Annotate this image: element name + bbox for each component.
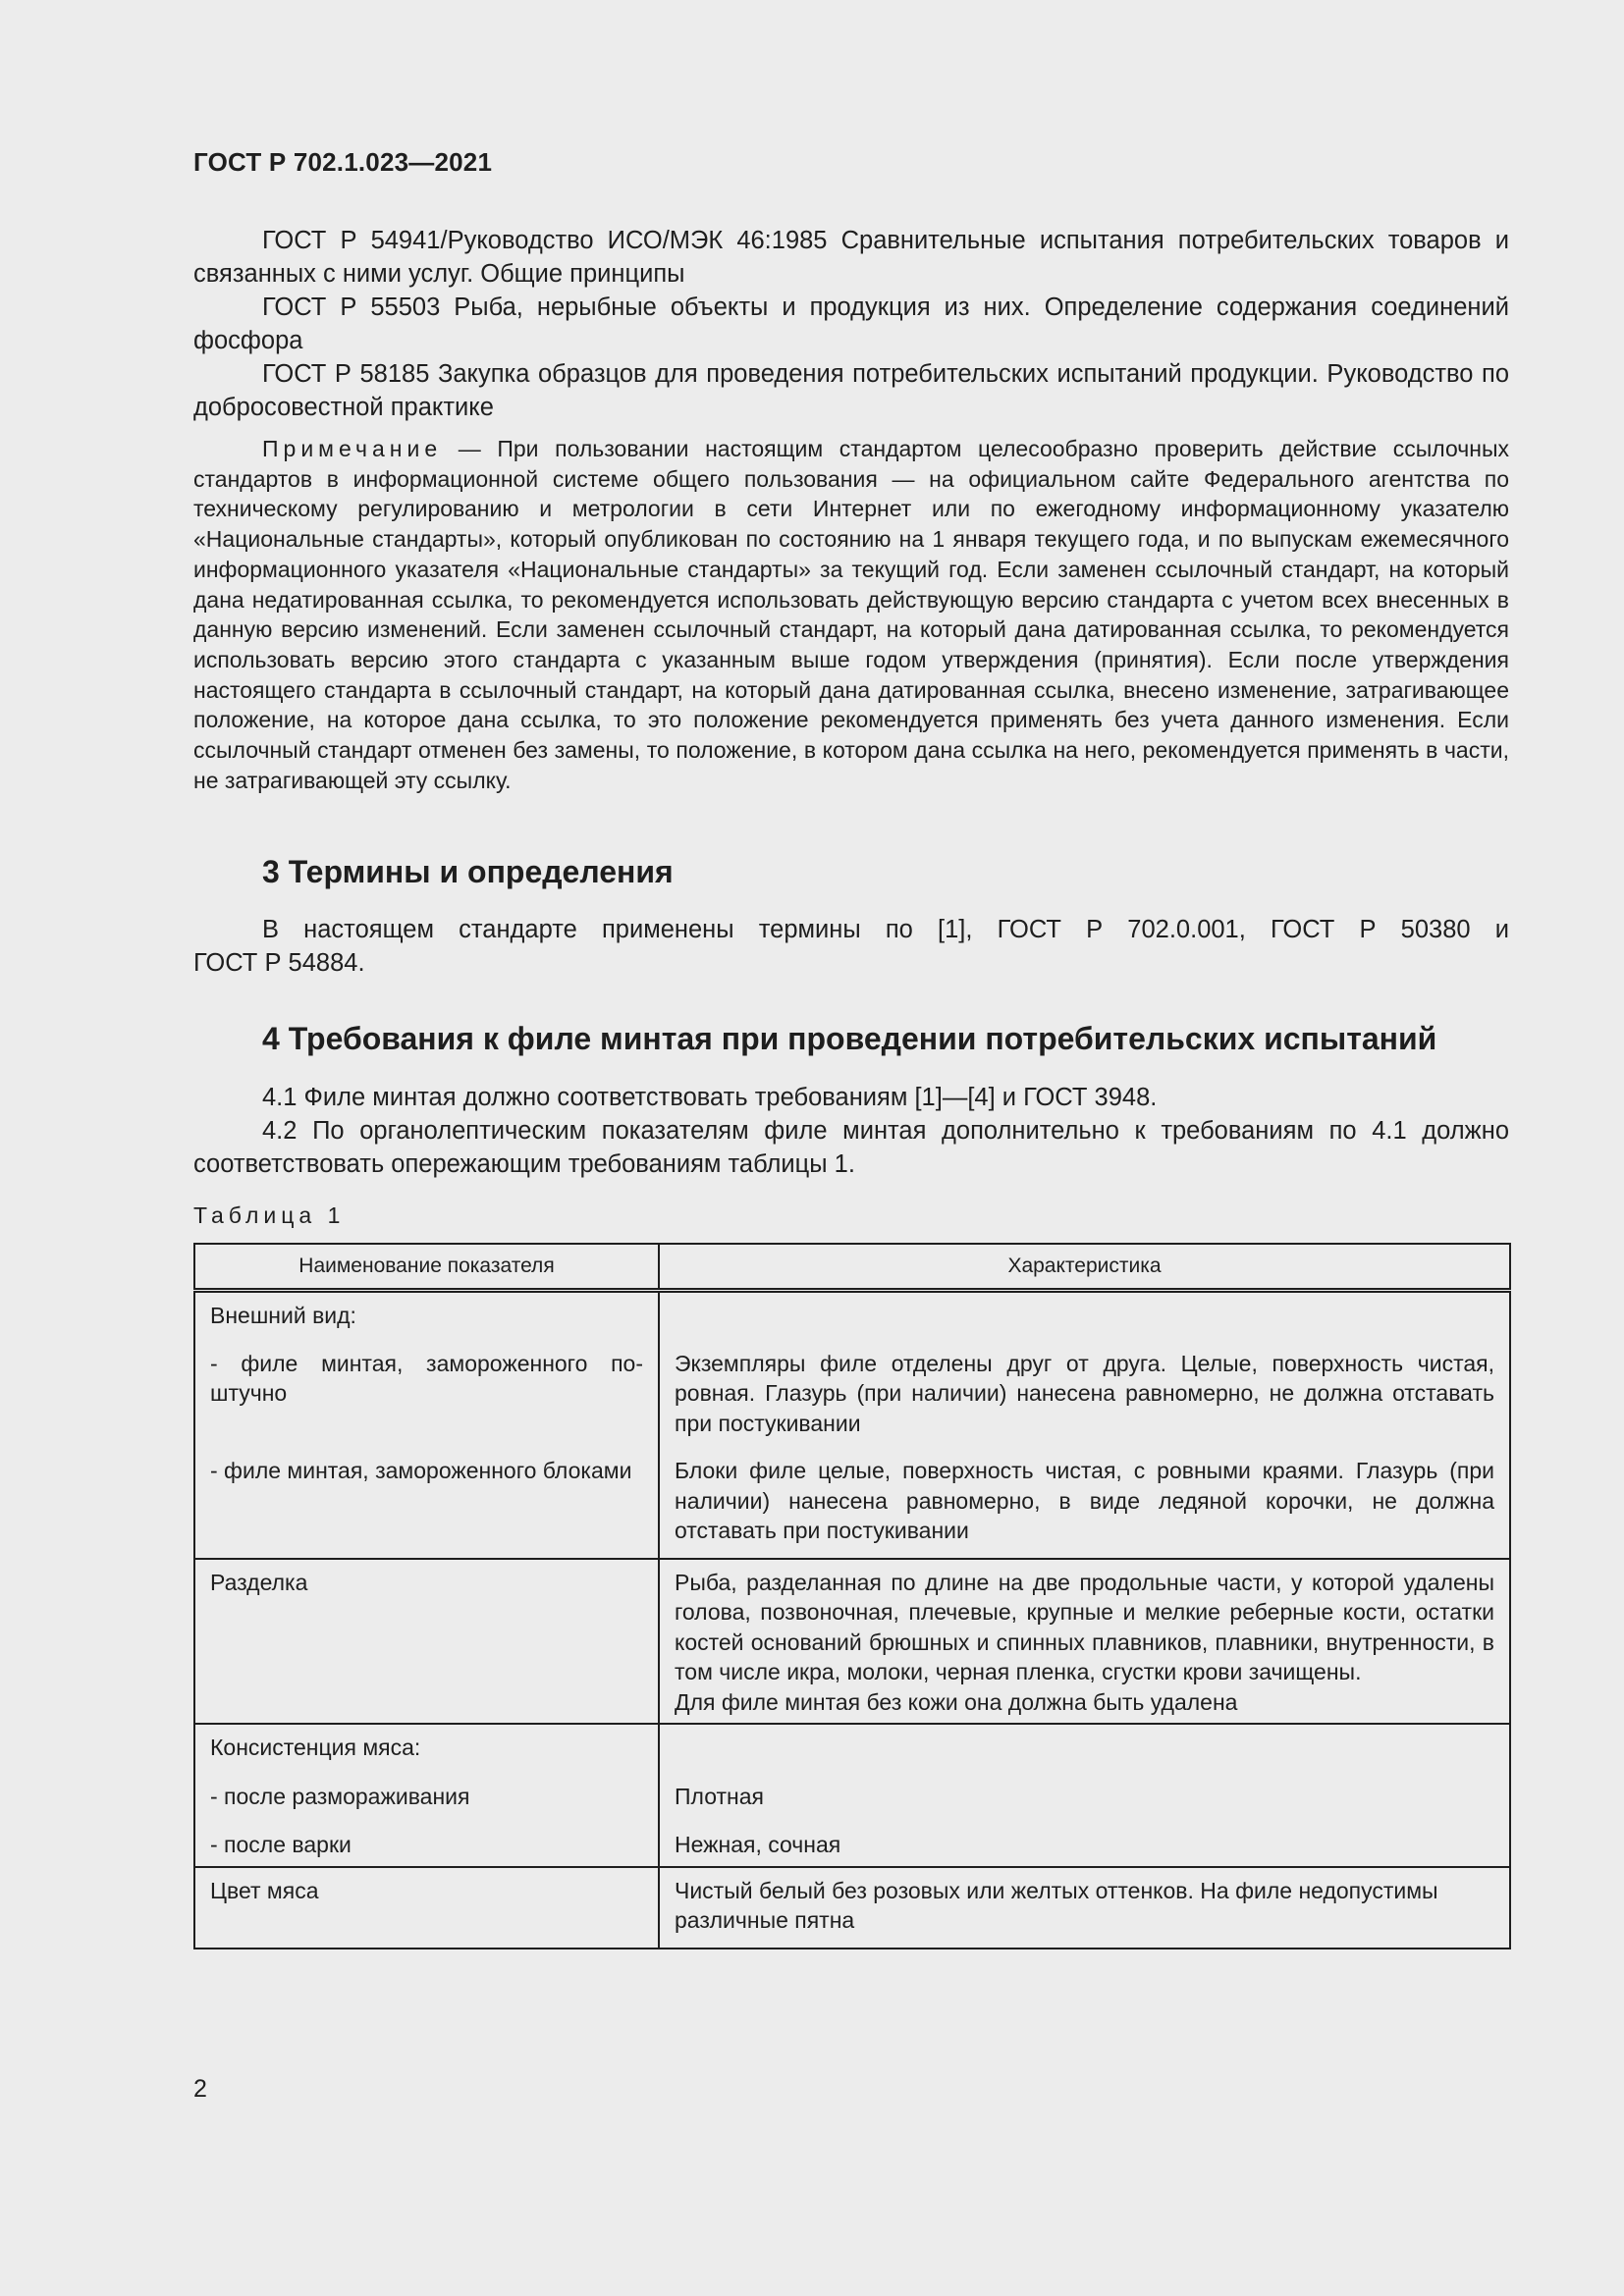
section-3-paragraph xyxy=(193,913,1509,980)
table-row xyxy=(194,1331,1510,1439)
reference-item: ГОСТ Р 58185 Закупка образцов для проведения потребительских испытаний продукции. Руководство по добросовестной практике xyxy=(193,360,1509,421)
requirements-table xyxy=(193,1243,1511,1949)
consistency-label: Консистенция мяса: xyxy=(194,1724,659,1763)
section-3-line-2: ГОСТ Р 54884. xyxy=(193,949,365,977)
color-label: Цвет мяса xyxy=(194,1867,659,1949)
column-header-characteristic: Характеристика xyxy=(659,1244,1510,1291)
clause-4-2: 4.2 По органолептическим показателям филе минтая дополнительно к требованиям по 4.1 должно соответствовать опережающим требованиям таблицы 1. xyxy=(193,1117,1509,1178)
clause-4-1: 4.1 Филе минтая должно соответствовать требованиям [1]—[4] и ГОСТ 3948. xyxy=(262,1084,1158,1111)
document-running-head: ГОСТ Р 702.1.023—2021 xyxy=(193,147,493,177)
cutting-value xyxy=(659,1559,1510,1725)
section-3-heading: 3 Термины и определения xyxy=(262,854,674,889)
table-row xyxy=(194,1291,1510,1331)
table-row xyxy=(194,1724,1510,1763)
note-label: Примечание xyxy=(262,436,443,461)
page-number: 2 xyxy=(193,2075,207,2103)
table-row xyxy=(194,1438,1510,1559)
table-row xyxy=(194,1559,1510,1725)
consistency-cooked-value: Нежная, сочная xyxy=(659,1811,1510,1867)
cutting-value-text: Рыба, разделанная по длине на две продольные части, у которой удалены голова, позвоночная, плечевые, крупные и мелкие реберные кости, остатки костей оснований брюшных и спинных плавников, плавники, внутренности, в том числе икра, молоки, черная пленка, сгустки крови зачищены. xyxy=(675,1569,1494,1684)
section-4-heading: 4 Требования к филе минтая при проведении потребительских испытаний xyxy=(262,1021,1437,1056)
column-header-indicator: Наименование показателя xyxy=(194,1244,659,1291)
appearance-pieces-value: Экземпляры филе отделены друг от друга. Целые, поверхность чистая, ровная. Глазурь (при наличии) нанесена равномерно, не должна отставать при постукивании xyxy=(659,1331,1510,1439)
empty-cell xyxy=(659,1291,1510,1331)
cutting-value-skinless: Для филе минтая без кожи она должна быть удалена xyxy=(675,1688,1238,1715)
consistency-thawed-value: Плотная xyxy=(659,1763,1510,1812)
table-header-row xyxy=(194,1244,1510,1291)
appearance-blocks-value: Блоки филе целые, поверхность чистая, с ровными краями. Глазурь (при наличии) нанесена равномерно, в виде ледяной корочки, не должна отставать при постукивании xyxy=(659,1438,1510,1559)
table-row xyxy=(194,1811,1510,1867)
reference-item: ГОСТ Р 55503 Рыба, нерыбные объекты и продукция из них. Определение содержания соединений фосфора xyxy=(193,294,1509,354)
appearance-label: Внешний вид: xyxy=(194,1291,659,1331)
appearance-pieces-label: - филе минтая, замороженного поштучно xyxy=(194,1331,659,1439)
table-caption: Таблица 1 xyxy=(193,1202,346,1228)
reference-item: ГОСТ Р 54941/Руководство ИСО/МЭК 46:1985 Сравнительные испытания потребительских товаров и связанных с ними услуг. Общие принципы xyxy=(193,227,1509,288)
note-paragraph xyxy=(193,434,1509,795)
color-value: Чистый белый без розовых или желтых оттенков. На филе недопустимы различные пятна xyxy=(659,1867,1510,1949)
section-3-line-1: В настоящем стандарте применены термины по [1], ГОСТ Р 702.0.001, ГОСТ Р 50380 и xyxy=(262,916,1509,943)
consistency-thawed-label: - после размораживания xyxy=(194,1763,659,1812)
empty-cell xyxy=(659,1724,1510,1763)
table-row xyxy=(194,1867,1510,1949)
consistency-cooked-label: - после варки xyxy=(194,1811,659,1867)
appearance-blocks-label: - филе минтая, замороженного блоками xyxy=(194,1438,659,1559)
normative-references xyxy=(193,224,1509,424)
note-text: — При пользовании настоящим стандартом целесообразно проверить действие ссылочных стандартов в информационной системе общего пользования — на официальном сайте Федерального агентства по техническому регулированию и метрологии в сети Интернет или по ежегодному информационному указателю «Национальные стандарты», который опубликован по состоянию на 1 января текущего года, и по выпускам ежемесячного информационного указателя «Национальные стандарты» за текущий год. Если заменен ссылочный стандарт, на который дана недатированная ссылка, то рекомендуется использовать действующую версию стандарта с учетом всех внесенных в данную версию изменений. Если заменен ссылочный стандарт, на который дана датированная ссылка, то рекомендуется использовать версию этого стандарта с указанным выше годом утверждения (принятия). Если после утверждения настоящего стандарта в ссылочный стандарт, на который дана датированная ссылка, внесено изменение, затрагивающее положение, на которое дана ссылка, то это положение рекомендуется применять без учета данного изменения. Если ссылочный стандарт отменен без замены, то положение, в котором дана ссылка на него, рекомендуется применять в части, не затрагивающей эту ссылку. xyxy=(193,436,1509,793)
cutting-label: Разделка xyxy=(194,1559,659,1725)
table-row xyxy=(194,1763,1510,1812)
